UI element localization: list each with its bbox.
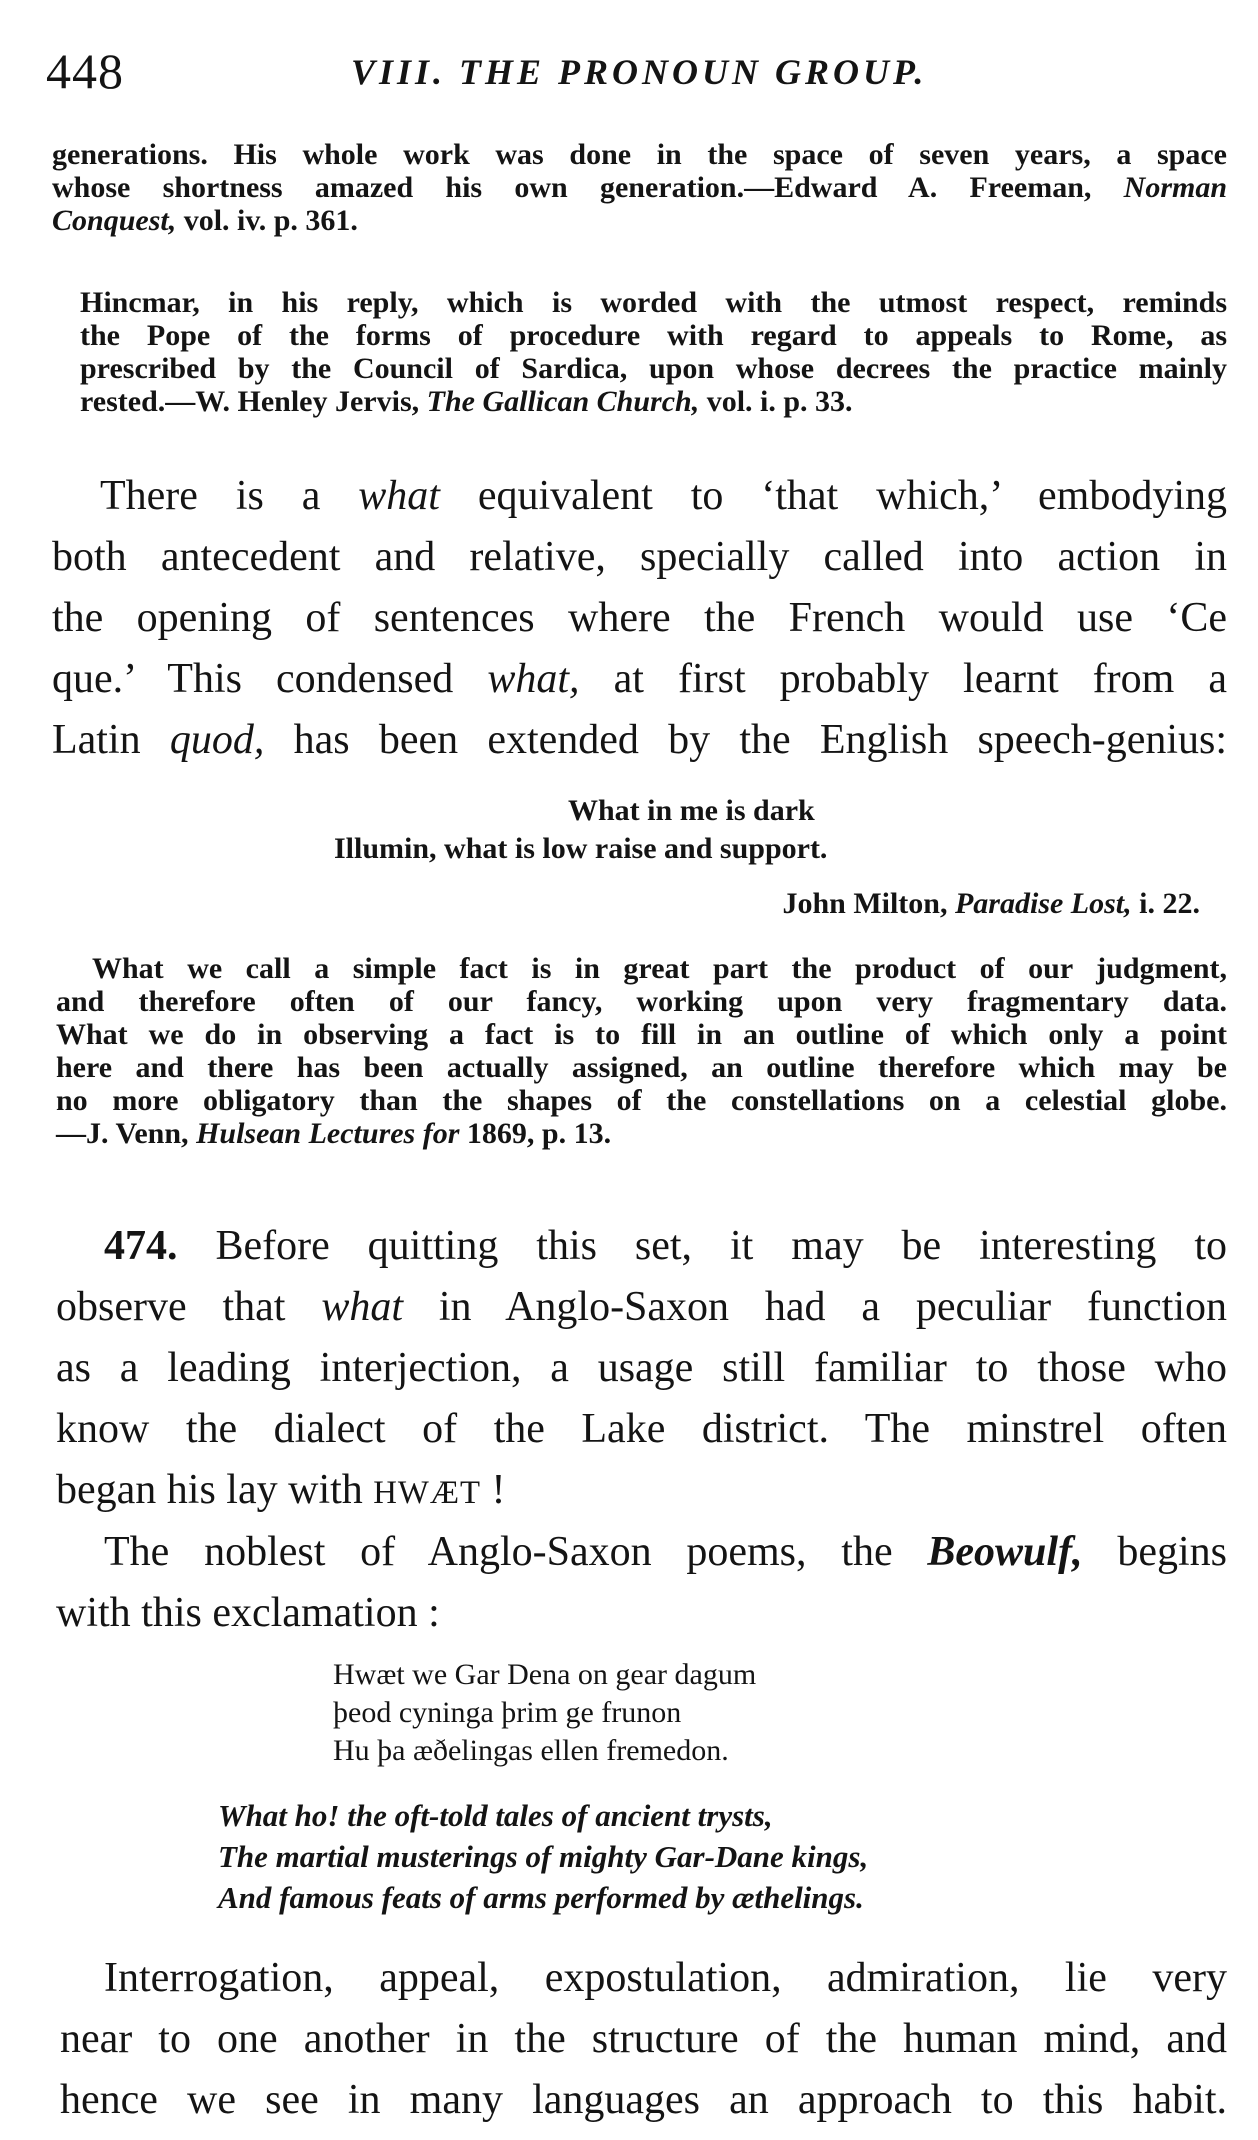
quote-line: the Pope of the forms of procedure with regard to appeals to Rome, as <box>80 319 1227 352</box>
paragraph-line: hence we see in many languages an approach to this habit. <box>60 2077 1227 2123</box>
paragraph-line: the opening of sentences where the French would use ‘Ce <box>52 595 1227 641</box>
quote-line: What we call a simple fact is in great part the product of our judgment, <box>92 952 1227 985</box>
paragraph-line: with this exclamation : <box>56 1590 440 1636</box>
paragraph-line: know the dialect of the Lake district. The minstrel often <box>56 1406 1227 1452</box>
paragraph-line <box>52 466 1227 527</box>
quote-line: no more obligatory than the shapes of the constellations on a celestial globe. <box>56 1084 1227 1117</box>
quote-line: What we do in observing a fact is to fill in an outline of which only a point <box>56 1018 1227 1051</box>
text: Before quitting this set, it may be interesting to <box>215 1223 1227 1269</box>
text: began his lay with <box>56 1467 363 1513</box>
quote-text: —J. Venn, <box>56 1117 189 1150</box>
text: que.’ This condensed <box>52 656 454 702</box>
quote-line <box>56 1117 1227 1150</box>
quote-freeman <box>52 138 1227 237</box>
citation-text: vol. iv. p. 361. <box>183 204 358 237</box>
verse-line: Hu þa æðelingas ellen fremedon. <box>333 1734 729 1767</box>
text: has been extended by the English speech-genius: <box>293 717 1228 763</box>
text: There is a <box>100 473 321 519</box>
citation-text: 1869, p. 13. <box>466 1117 612 1150</box>
quote-jervis <box>80 286 1227 418</box>
book-title: Norman <box>1123 171 1228 204</box>
text: Latin <box>52 717 141 763</box>
page-header <box>46 36 1226 106</box>
emphasis: what, <box>487 656 580 702</box>
paragraph-what <box>52 466 1227 771</box>
text: equivalent to ‘that which,’ embodying <box>477 473 1228 519</box>
emphasis: quod, <box>169 717 265 763</box>
paragraph-line: Interrogation, appeal, expostulation, admiration, lie very <box>104 1955 1227 2001</box>
quote-venn <box>56 952 1227 1150</box>
emphasis: what <box>358 473 440 519</box>
paragraph-interrogation <box>60 1948 1227 2131</box>
text: at first probably learnt from a <box>613 656 1228 702</box>
emphasis: what <box>321 1284 403 1330</box>
verse-line: What in me is dark <box>568 794 815 827</box>
quote-line: and therefore often of our fancy, working upon very fragmentary data. <box>56 985 1227 1018</box>
text: observe that <box>56 1284 286 1330</box>
citation-text: i. 22. <box>1139 887 1200 920</box>
section-number: 474. <box>104 1223 178 1269</box>
paragraph-line <box>52 649 1227 710</box>
quote-line <box>52 204 1227 237</box>
quote-line: prescribed by the Council of Sardica, upon whose decrees the practice mainly <box>80 352 1227 385</box>
quote-line <box>80 385 1227 418</box>
verse-line: What ho! the oft-told tales of ancient trysts, <box>218 1798 773 1833</box>
paragraph-line: near to one another in the structure of the human mind, and <box>60 2016 1227 2062</box>
citation-text: John Milton, <box>782 887 948 920</box>
paragraph-line: both antecedent and relative, specially called into action in <box>52 534 1227 580</box>
paragraph-line <box>56 1522 1227 1583</box>
paragraph-line: as a leading interjection, a usage still familiar to those who <box>56 1345 1227 1391</box>
text: in Anglo-Saxon had a peculiar function <box>438 1284 1227 1330</box>
quote-line <box>52 171 1227 204</box>
emphasis: Beowulf, <box>927 1529 1083 1575</box>
small-caps-word: HWÆT <box>373 1475 481 1511</box>
verse-citation <box>600 885 1200 923</box>
page-number: 448 <box>46 43 124 99</box>
running-title: VIII. THE PRONOUN GROUP. <box>351 52 928 92</box>
quote-text: whose shortness amazed his own generation.—Edward A. Freeman, <box>52 171 1092 204</box>
paragraph-line <box>52 710 1227 771</box>
text: begins <box>1117 1529 1228 1575</box>
section-474 <box>56 1216 1227 1524</box>
book-title: The Gallican Church, <box>426 385 700 418</box>
book-title: Conquest, <box>52 204 177 237</box>
book-title: Paradise Lost, <box>954 887 1132 920</box>
quote-line: here and there has been actually assigned, an outline therefore which may be <box>56 1051 1227 1084</box>
quote-text: rested.—W. Henley Jervis, <box>80 385 420 418</box>
paragraph-line <box>56 1216 1227 1277</box>
quote-line: Hincmar, in his reply, which is worded with the utmost respect, reminds <box>80 286 1227 319</box>
text: The noblest of Anglo-Saxon poems, the <box>104 1529 893 1575</box>
paragraph-line <box>56 1460 1227 1524</box>
verse-line: þeod cyninga þrim ge frunon <box>333 1696 682 1729</box>
paragraph-line <box>56 1277 1227 1338</box>
verse-line: The martial musterings of mighty Gar-Dane kings, <box>218 1839 869 1874</box>
text: ! <box>491 1467 506 1513</box>
citation-text: vol. i. p. 33. <box>706 385 853 418</box>
verse-line: Illumin, what is low raise and support. <box>334 832 828 865</box>
paragraph-beowulf <box>56 1522 1227 1644</box>
book-title: Hulsean Lectures for <box>196 1117 460 1150</box>
verse-line: And famous feats of arms performed by æthelings. <box>218 1880 864 1915</box>
quote-line: generations. His whole work was done in the space of seven years, a space <box>52 138 1227 171</box>
verse-line: Hwæt we Gar Dena on gear dagum <box>333 1658 757 1691</box>
